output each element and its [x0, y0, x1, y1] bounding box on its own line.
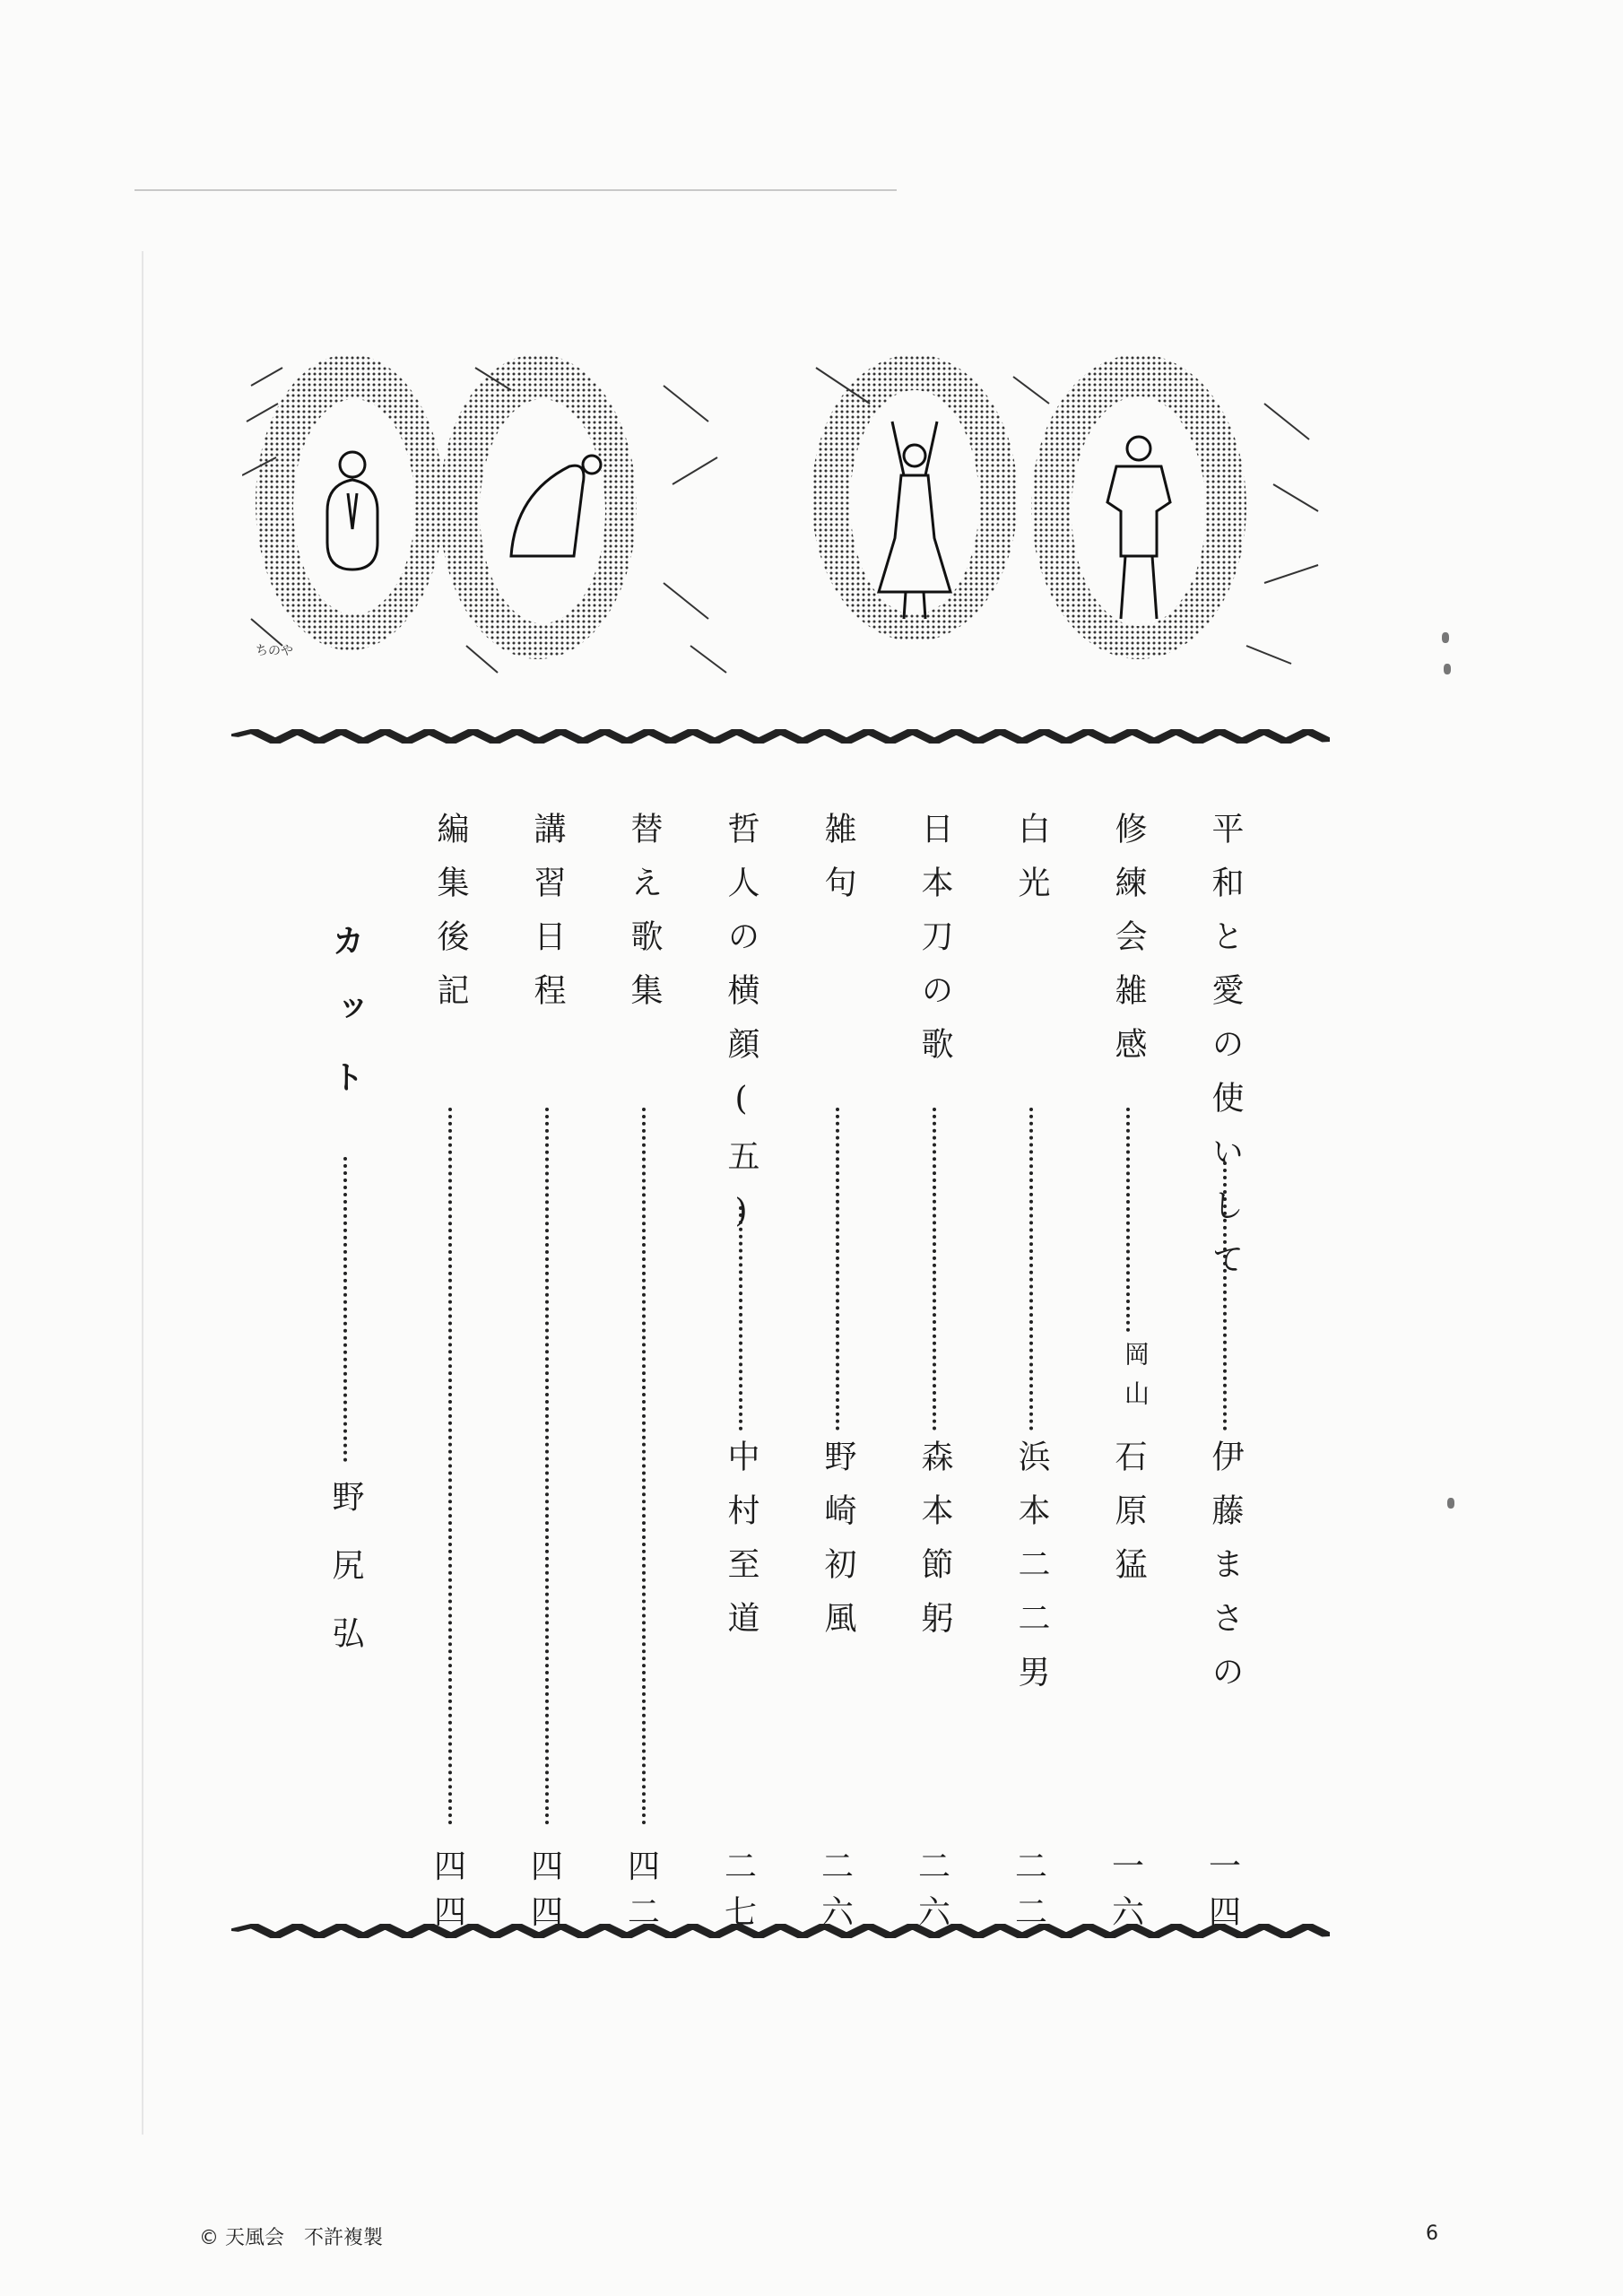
toc-title: 哲人の横顔(五) — [723, 812, 759, 1251]
leader-dots — [933, 1108, 936, 1431]
frame-bowing-figure — [439, 354, 637, 659]
page-number: 6 — [1426, 2222, 1438, 2245]
toc-page: 四四 — [530, 1848, 563, 1931]
frame-standing-woman — [812, 354, 1018, 641]
toc-page: 二六 — [820, 1848, 854, 1931]
leader-dots — [642, 1108, 646, 1825]
frame-standing-man — [1031, 354, 1246, 659]
toc-entry — [1004, 812, 1058, 1931]
illustration-signature: ちのや — [256, 644, 293, 658]
cut-author: 野尻弘 — [327, 1480, 364, 1684]
toc-entry — [617, 812, 671, 1931]
toc-entry — [1198, 812, 1252, 1931]
leader-dots — [1029, 1108, 1033, 1431]
scan-speck — [1442, 632, 1449, 643]
toc-entry — [811, 812, 864, 1931]
leader-dots — [545, 1108, 549, 1825]
toc-author: 伊藤まさの — [1207, 1439, 1244, 1709]
toc-title: 講習日程 — [529, 812, 566, 1027]
scan-speck — [1447, 1498, 1454, 1509]
leader-dots — [448, 1108, 452, 1825]
cut-credit — [318, 924, 372, 2000]
leader-dots — [343, 1157, 347, 1462]
toc-author: 浜本二二男 — [1013, 1439, 1050, 1709]
toc-entry — [1101, 812, 1155, 1931]
toc-entry — [520, 812, 574, 1931]
toc-page: 二六 — [917, 1848, 950, 1931]
leader-dots — [836, 1108, 839, 1431]
toc-sub-author: 岡山 — [1121, 1341, 1150, 1420]
toc-entry — [423, 812, 477, 1931]
toc-page: 四二 — [627, 1848, 660, 1931]
leader-dots — [1223, 1161, 1227, 1431]
cut-title: カット — [327, 924, 364, 1128]
page-left-edge — [142, 251, 143, 2135]
toc-page: 四四 — [433, 1848, 466, 1931]
toc-entry — [907, 812, 961, 1931]
leader-dots — [739, 1206, 742, 1431]
leader-dots — [1126, 1108, 1130, 1332]
top-rule — [135, 189, 897, 191]
toc-title: 編集後記 — [432, 812, 469, 1027]
toc-author: 森本節躬 — [916, 1439, 953, 1655]
toc-title: 修練会雑感 — [1110, 812, 1147, 1081]
copyright-notice: © 天風会 不許複製 — [199, 2227, 383, 2249]
toc-author: 中村至道 — [723, 1439, 759, 1655]
toc-title: 日本刀の歌 — [916, 812, 953, 1081]
scan-speck — [1444, 664, 1451, 674]
toc-entry — [714, 812, 768, 1931]
toc-page: 二七 — [724, 1848, 757, 1931]
frame-praying-figure — [256, 354, 444, 650]
toc-page: 一四 — [1208, 1848, 1241, 1931]
toc-author: 野崎初風 — [820, 1439, 856, 1655]
border-top — [231, 729, 1330, 744]
header-illustration — [242, 350, 1354, 718]
toc-author: 石原猛 — [1110, 1439, 1147, 1601]
toc-title: 平和と愛の使いして — [1207, 812, 1244, 1296]
toc-page: 二二 — [1014, 1848, 1047, 1931]
toc-page: 一六 — [1111, 1848, 1144, 1931]
border-bottom — [231, 1924, 1330, 1938]
toc-title: 替え歌集 — [626, 812, 663, 1027]
toc-title: 白光 — [1013, 812, 1050, 919]
toc-title: 雑句 — [820, 812, 856, 919]
